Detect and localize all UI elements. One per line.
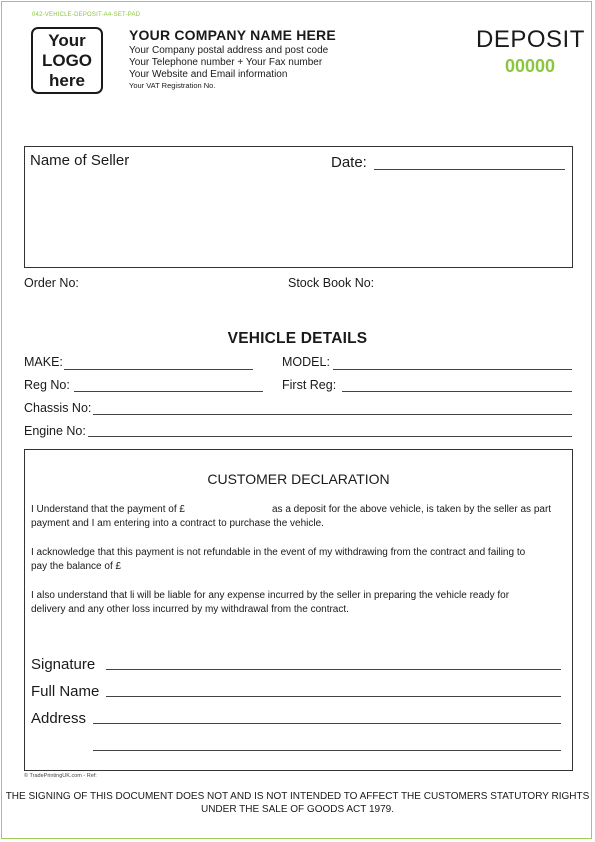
address-label: Address (31, 710, 87, 727)
document-title: DEPOSIT (476, 26, 585, 53)
order-no-label: Order No: (24, 276, 79, 290)
full-name-label: Full Name (31, 683, 100, 700)
declaration-p1-end: as a deposit for the above vehicle, is taken by the seller as part (272, 504, 552, 515)
vehicle-details-heading: VEHICLE DETAILS (227, 330, 368, 347)
chassis-no-field[interactable] (93, 414, 572, 415)
company-address: Your Company postal address and post code (129, 45, 329, 56)
signature-label: Signature (31, 656, 96, 673)
declaration-p3-line2: delivery and any other loss incurred by my withdrawal from the contract. (31, 604, 349, 615)
declaration-p1-line2: payment and I am entering into a contract to purchase the vehicle. (31, 518, 324, 529)
footer-line2: UNDER THE SALE OF GOODS ACT 1979. (200, 804, 395, 815)
reference-code: 042-VEHICLE-DEPOSIT-A4-SET-PAD (32, 12, 141, 18)
date-label: Date: (331, 154, 367, 171)
model-field[interactable] (333, 369, 572, 370)
company-web: Your Website and Email information (129, 69, 288, 80)
declaration-p2-line2: pay the balance of £ (31, 561, 122, 572)
copyright: © TradePrintingUK.com - Ref: (24, 773, 97, 779)
make-field[interactable] (64, 369, 253, 370)
footer-line1: THE SIGNING OF THIS DOCUMENT DOES NOT AND IS NOT INTENDED TO AFFECT THE CUSTOMERS STATUTORY RIGHTS (5, 791, 590, 802)
engine-no-field[interactable] (88, 436, 572, 437)
chassis-no-label: Chassis No: (24, 401, 92, 415)
company-phone: Your Telephone number + Your Fax number (129, 57, 323, 68)
company-name: YOUR COMPANY NAME HERE (129, 27, 336, 43)
address-field-line1[interactable] (93, 723, 561, 724)
model-label: MODEL: (282, 355, 330, 369)
company-vat: Your VAT Registration No. (129, 81, 216, 90)
document-number: 00000 (504, 56, 556, 76)
stock-book-label: Stock Book No: (288, 276, 375, 290)
make-label: MAKE: (24, 355, 63, 369)
first-reg-field[interactable] (342, 391, 572, 392)
signature-field[interactable] (106, 669, 561, 670)
date-field[interactable] (374, 169, 565, 170)
address-field-line2[interactable] (93, 750, 561, 751)
declaration-heading: CUSTOMER DECLARATION (207, 471, 390, 487)
company-logo (31, 27, 103, 94)
reg-no-field[interactable] (74, 391, 263, 392)
seller-name-label: Name of Seller (30, 152, 130, 169)
declaration-p2-line1: I acknowledge that this payment is not refundable in the event of my withdrawing from the contract and failing to (31, 547, 526, 558)
first-reg-label: First Reg: (282, 378, 337, 392)
full-name-field[interactable] (106, 696, 561, 697)
declaration-p3-line1: I also understand that li will be liable for any expense incurred by the seller in preparing the vehicle ready for (31, 590, 510, 601)
engine-no-label: Engine No: (24, 424, 86, 438)
logo-text: Your LOGO here (41, 30, 93, 90)
declaration-p1-start: I Understand that the payment of £ (31, 504, 185, 515)
reg-no-label: Reg No: (24, 378, 70, 392)
